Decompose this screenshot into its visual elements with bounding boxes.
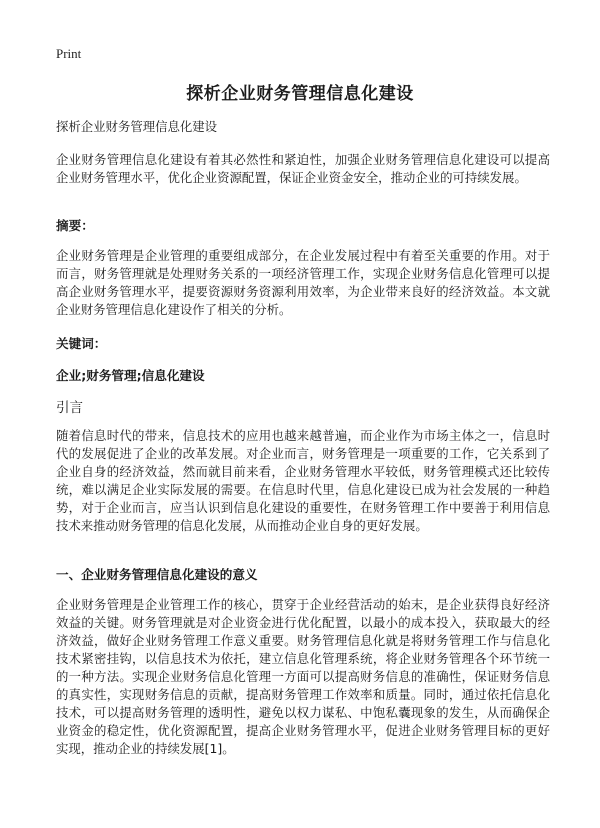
- abstract-paragraph: 企业财务管理是企业管理的重要组成部分，在企业发展过程中有着至关重要的作用。对于而言，财务管理就是处理财务关系的一项经济管理工作，实现企业财务信息化管理可以提高企业财务管理水平，提要资源财务资源利用效率，为企业带来良好的经济效益。本文就企业财务管理信息化建设作了相关的分析。: [56, 248, 550, 317]
- section-1-paragraph: 企业财务管理是企业管理工作的核心，贯穿于企业经营活动的始末，是企业获得良好经济效益的关键。财务管理就是对企业资金进行优化配置，以最小的成本投入，获取最大的经济效益，做好企业财务管理工作意义重要。财务管理信息化就是将财务管理工作与信息化技术紧密挂钩，以信息技术为依托，建立信息化管理系统，将企业财务管理各个环节统一的一种方法。实现企业财务信息化管理一方面可以提高财务信息的准确性，保证财务信息的真实性，实现财务信息的贡献，提高财务管理工作效率和质量。同时，通过依托信息化技术，可以提高财务管理的透明性，避免以权力谋私、中饱私囊现象的发生，从而确保企业资金的稳定性，优化资源配置，提高企业财务管理水平，促进企业财务管理目标的更好实现，推动企业的持续发展[1]。: [56, 597, 550, 756]
- keywords-label: 关键词：: [56, 336, 107, 351]
- intro-paragraph: 企业财务管理信息化建设有着其必然性和紧迫性，加强企业财务管理信息化建设可以提高企业财务管理水平，优化企业资源配置，保证企业资金安全，推动企业的可持续发展。: [56, 152, 550, 185]
- document-title: 探析企业财务管理信息化建设: [186, 84, 414, 104]
- section-1-heading: 一、企业财务管理信息化建设的意义: [56, 567, 258, 582]
- abstract-label: 摘要：: [56, 218, 94, 233]
- document-subtitle: 探析企业财务管理信息化建设: [56, 119, 218, 134]
- intro-body-paragraph: 随着信息时代的带来，信息技术的应用也越来越普遍，而企业作为市场主体之一，信息时代的发展促进了企业的改革发展。对企业而言，财务管理是一项重要的工作，它关系到了企业自身的经济效益，然而就目前来看，企业财务管理水平较低，财务管理模式还比较传统，难以满足企业实际发展的需要。在信息时代里，信息化建设已成为社会发展的一种趋势，对于企业而言，应当认识到信息化建设的重要性，在财务管理工作中要善于利用信息技术来推动财务管理的信息化发展，从而推动企业自身的更好发展。: [56, 428, 550, 533]
- intro-heading: 引言: [56, 400, 83, 416]
- print-link[interactable]: Print: [56, 46, 82, 61]
- keywords-value: 企业;财务管理;信息化建设: [56, 368, 205, 383]
